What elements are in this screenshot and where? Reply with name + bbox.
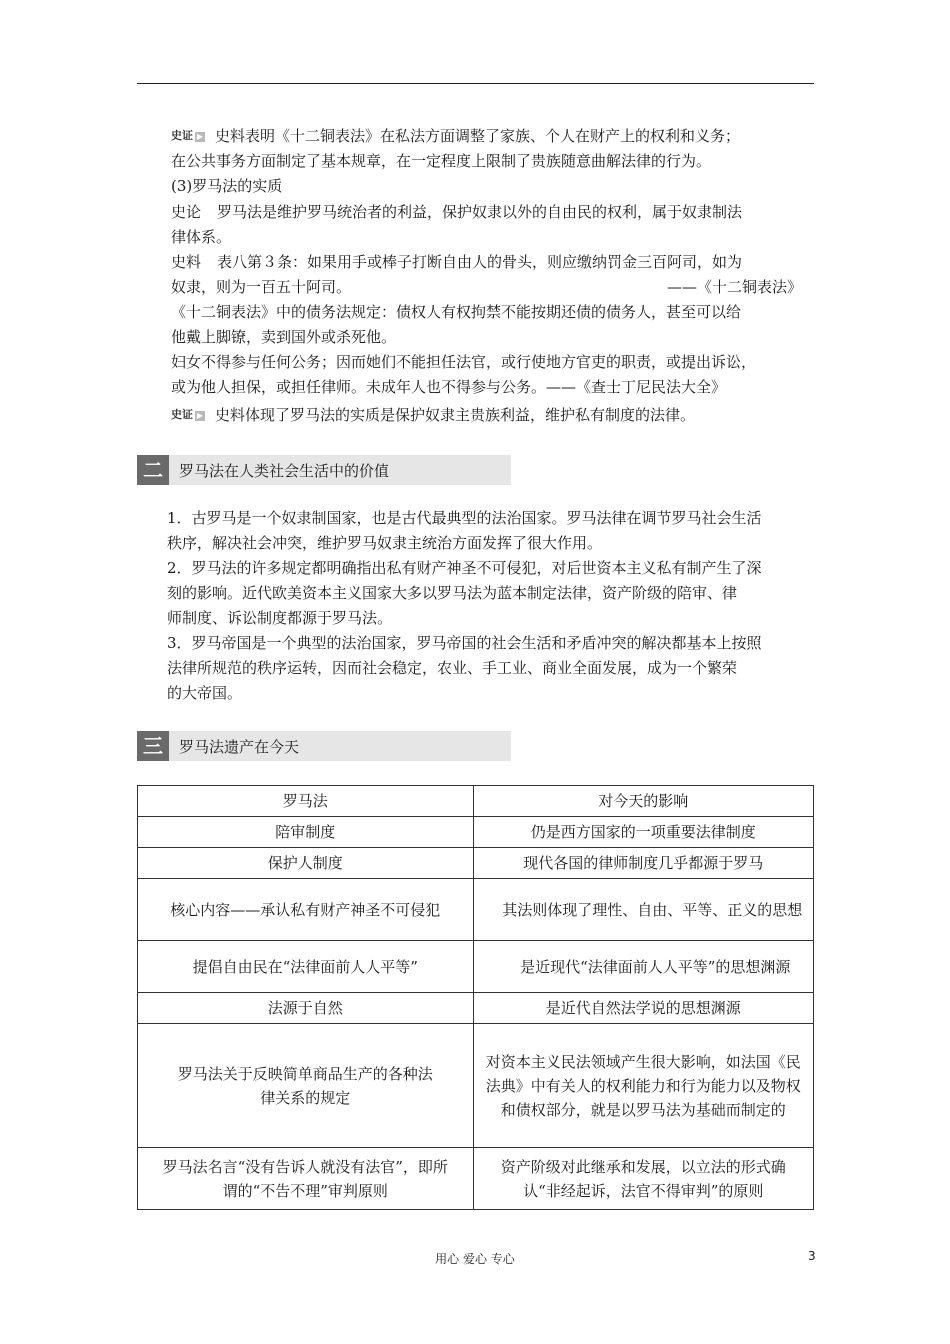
table-cell: 仍是西方国家的一项重要法律制度 (473, 817, 814, 848)
thesis-label: 史论 (171, 203, 202, 221)
legacy-table (137, 785, 814, 1210)
table-row (138, 993, 814, 1024)
table-header-cell: 对今天的影响 (473, 786, 814, 817)
material-text: 表八第３条：如果用手或棒子打断自由人的骨头，则应缴纳罚金三百阿司，如为 (217, 253, 743, 271)
thesis-text: 罗马法是维护罗马统治者的利益，保护奴隶以外的自由民的权利，属于奴隶制法 (217, 203, 743, 221)
paragraph-2c: 师制度、诉讼制度都源于罗马法。 (167, 609, 393, 627)
table-cell: 是近代自然法学说的思想渊源 (473, 993, 814, 1024)
evidence-text: 史料表明《十二铜表法》在私法方面调整了家族、个人在财产上的权利和义务； (215, 127, 741, 145)
table-row (138, 1148, 814, 1210)
paragraph-3c: 的大帝国。 (167, 684, 243, 702)
debt-line: 《十二铜表法》中的债务法规定：债权人有权拘禁不能按期还债的债务人，甚至可以给 (171, 303, 742, 321)
section-2-header (137, 455, 511, 485)
table-header-row (138, 786, 814, 817)
table-row (138, 817, 814, 848)
table-cell: 是近现代“法律面前人人平等”的思想渊源 (473, 941, 814, 993)
arrow-icon: ▶ (196, 132, 204, 141)
material-line (171, 252, 742, 272)
paragraph-3b: 法律所规范的秩序运转，因而社会稳定，农业、手工业、商业全面发展，成为一个繁荣 (167, 659, 738, 677)
evidence-text: 史料体现了罗马法的实质是保护奴隶主贵族利益，维护私有制度的法律。 (215, 406, 696, 424)
section-3-header (137, 731, 511, 761)
table-cell: 罗马法关于反映简单商品生产的各种法律关系的规定 (138, 1024, 474, 1148)
debt-line-b: 他戴上脚镣，卖到国外或杀死他。 (171, 328, 397, 346)
thesis-line (171, 202, 742, 222)
table-cell: 提倡自由民在“法律面前人人平等” (138, 941, 474, 993)
material-label: 史料 (171, 253, 202, 271)
table-header-cell: 罗马法 (138, 786, 474, 817)
table-cell: 罗马法名言“没有告诉人就没有法官”，即所谓的“不告不理”审判原则 (138, 1148, 474, 1210)
table-row (138, 1024, 814, 1148)
section-title: 罗马法在人类社会生活中的价值 (179, 462, 390, 480)
section-number: 二 (137, 455, 169, 485)
paragraph-2b: 刻的影响。近代欧美资本主义国家大多以罗马法为蓝本制定法律，资产阶级的陪审、律 (167, 584, 738, 602)
evidence-badge: 史证 ▶ (171, 129, 204, 142)
table-cell: 法源于自然 (138, 993, 474, 1024)
evidence-line-2 (171, 405, 695, 425)
evidence-line-1 (171, 126, 740, 146)
header-rule (137, 83, 814, 84)
table-row (138, 879, 814, 941)
table-cell: 核心内容——承认私有财产神圣不可侵犯 (138, 879, 474, 941)
paragraph-1b: 秩序，解决社会冲突，维护罗马奴隶主统治方面发挥了很大作用。 (167, 534, 603, 552)
table-cell: 资产阶级对此继承和发展，以立法的形式确认“非经起诉，法官不得审判”的原则 (473, 1148, 814, 1210)
footer-slogan: 用心 爱心 专心 (435, 1252, 515, 1266)
section-number: 三 (137, 731, 169, 761)
table-cell: 现代各国的律师制度几乎都源于罗马 (473, 848, 814, 879)
material-line-b: 奴隶，则为一百五十阿司。 (171, 278, 352, 296)
page-number: 3 (808, 1249, 816, 1263)
table-cell: 其法则体现了理性、自由、平等、正义的思想 (473, 879, 814, 941)
thesis-line-b: 律体系。 (171, 228, 232, 246)
table-row (138, 848, 814, 879)
paragraph-2a: 2．罗马法的许多规定都明确指出私有财产神圣不可侵犯，对后世资本主义私有制产生了深 (167, 559, 762, 577)
evidence-badge: 史证 ▶ (171, 408, 204, 421)
evidence-line-1b: 在公共事务方面制定了基本规章，在一定程度上限制了贵族随意曲解法律的行为。 (171, 152, 712, 170)
table-cell: 保护人制度 (138, 848, 474, 879)
material-source: ——《十二铜表法》 (666, 278, 802, 296)
arrow-icon: ▶ (196, 411, 204, 420)
table-row (138, 941, 814, 993)
paragraph-1a: 1．古罗马是一个奴隶制国家，也是古代最典型的法治国家。罗马法律在调节罗马社会生活 (167, 509, 762, 527)
section-title: 罗马法遗产在今天 (179, 738, 300, 756)
table-cell: 对资本主义民法领域产生很大影响，如法国《民法典》中有关人的权利能力和行为能力以及物权和债权部分，就是以罗马法为基础而制定的 (473, 1024, 814, 1148)
paragraph-3a: 3．罗马帝国是一个典型的法治国家，罗马帝国的社会生活和矛盾冲突的解决都基本上按照 (167, 634, 762, 652)
women-line-b: 或为他人担保，或担任律师。未成年人也不得参与公务。——《查士丁尼民法大全》 (171, 378, 727, 396)
women-line: 妇女不得参与任何公务；因而她们不能担任法官，或行使地方官吏的职责，或提出诉讼， (171, 353, 757, 371)
subheading: (3)罗马法的实质 (171, 177, 283, 195)
table-cell: 陪审制度 (138, 817, 474, 848)
